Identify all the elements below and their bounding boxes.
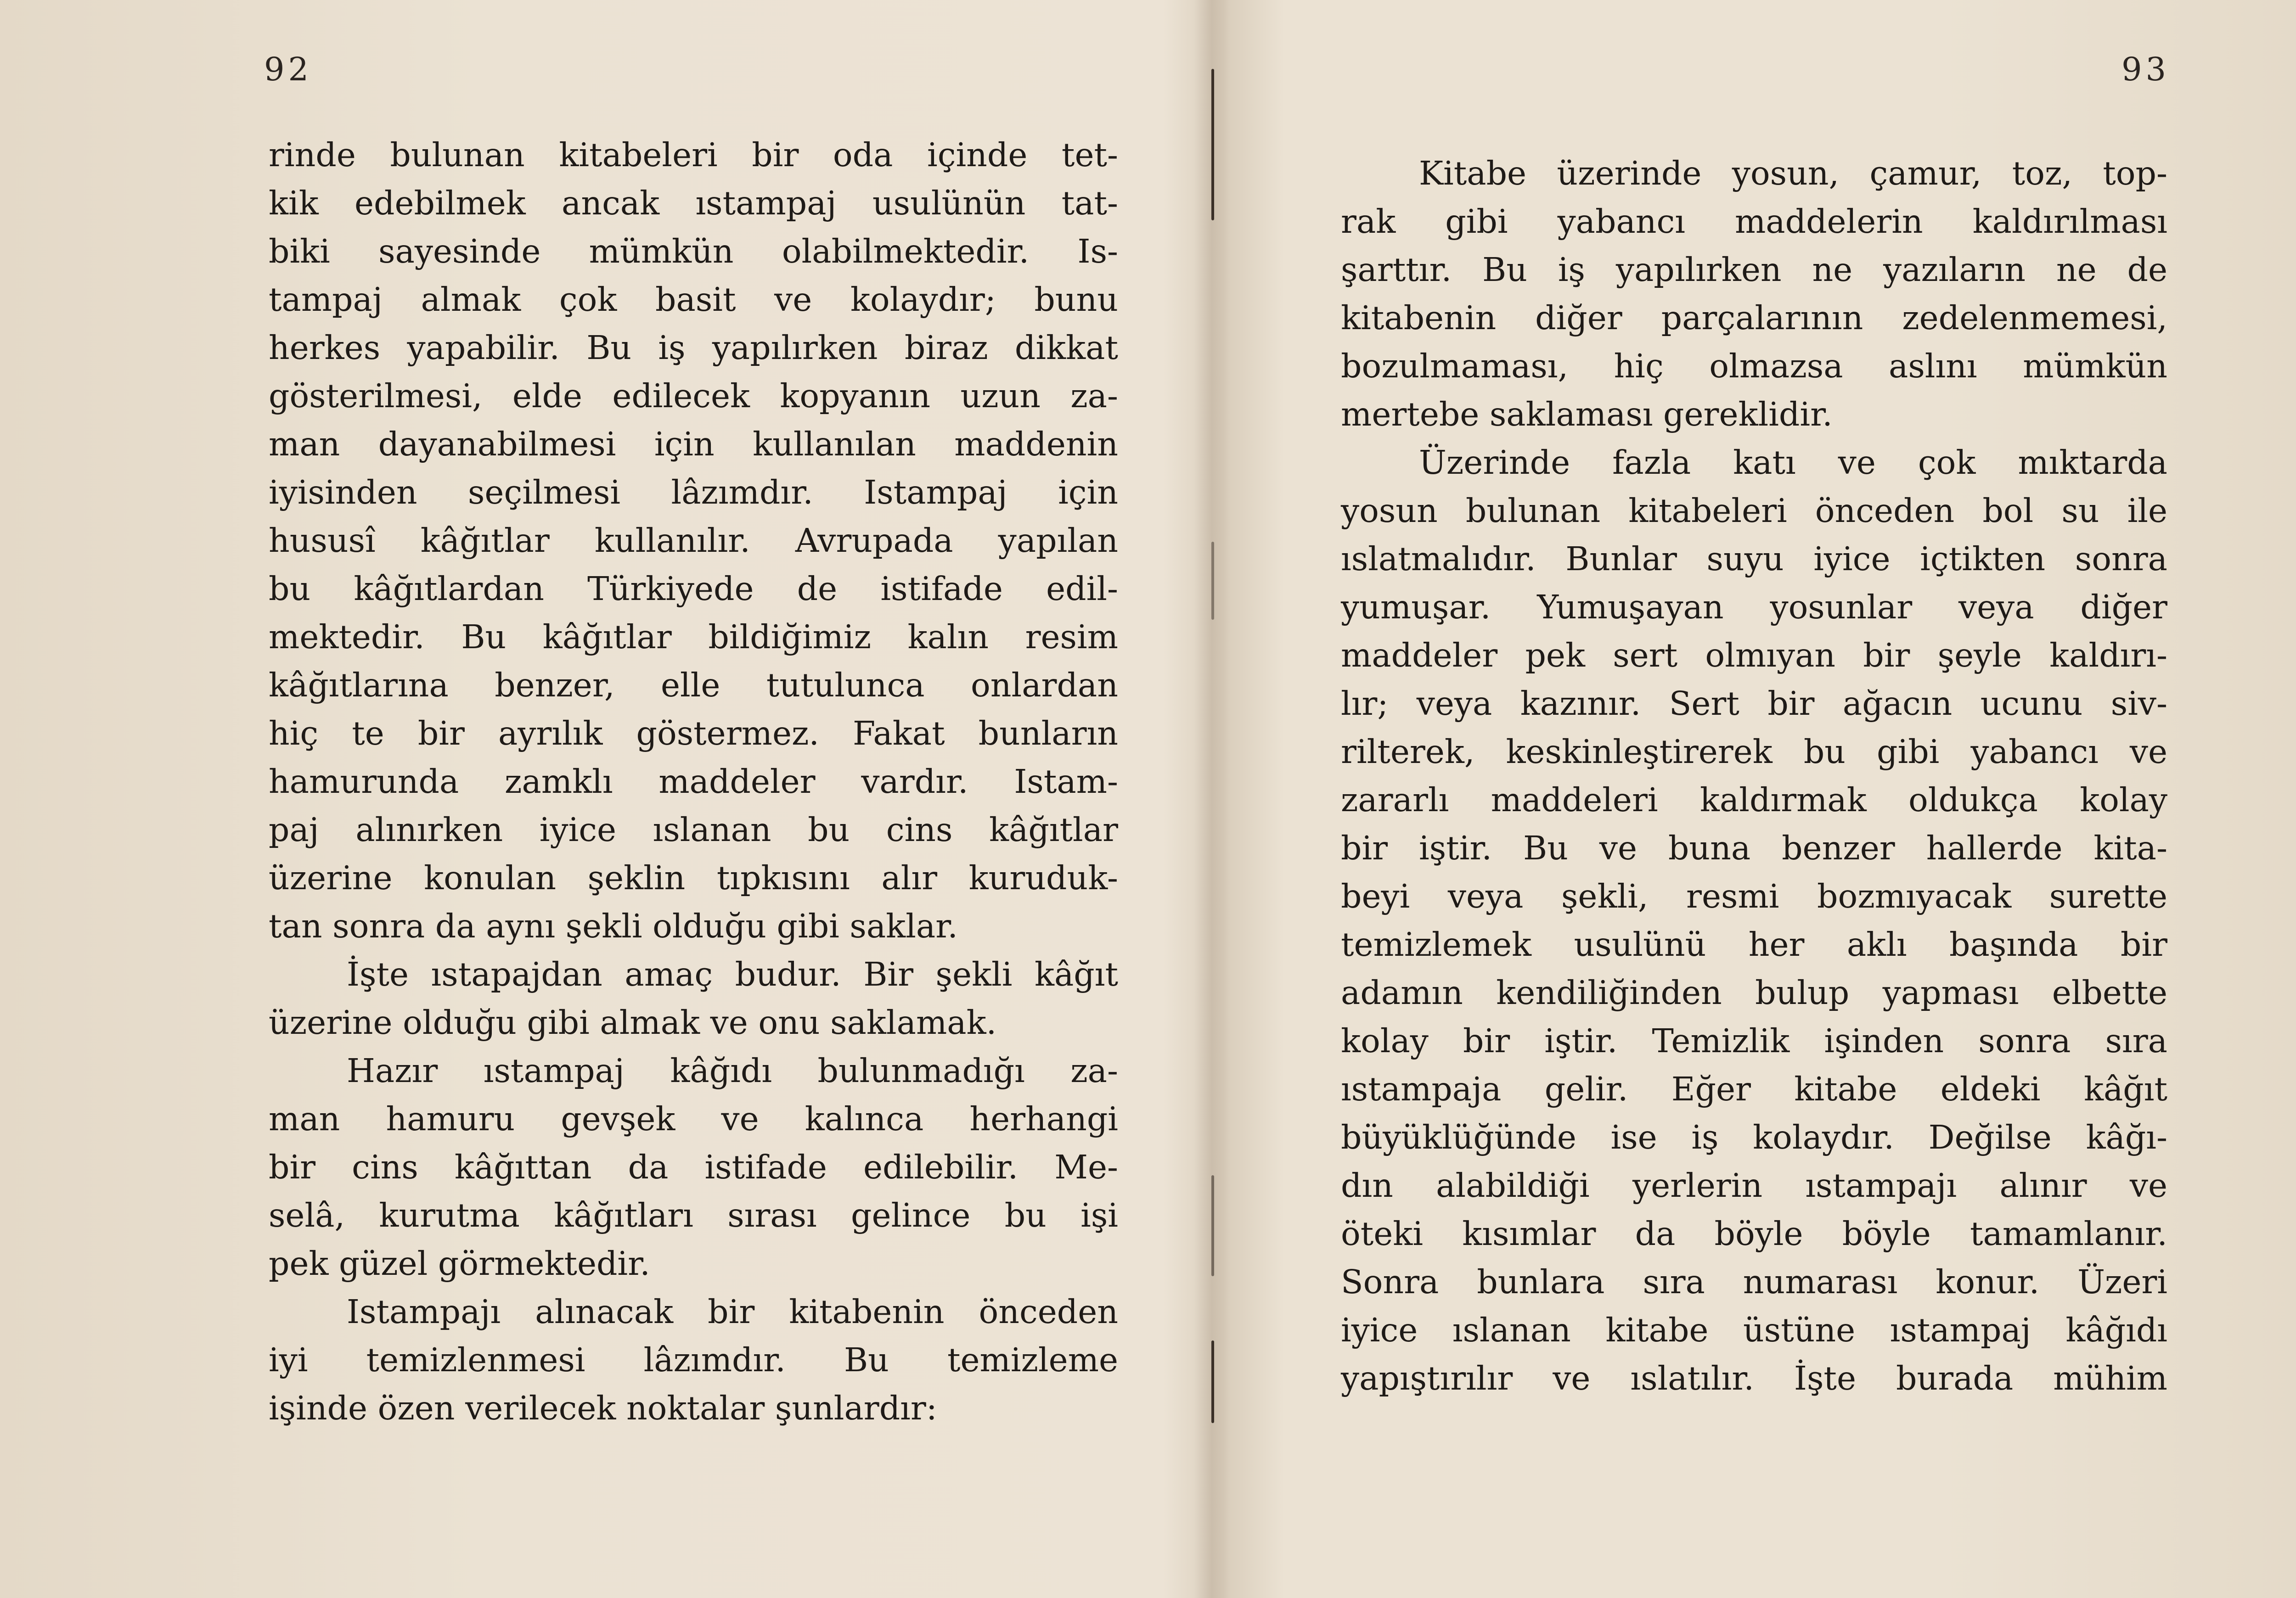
text-line: gösterilmesi, elde edilecek kopyanın uzun za- <box>269 377 1118 415</box>
text-line: Istampajı alınacak bir kitabenin önceden <box>347 1293 1118 1331</box>
gutter-shadow-line <box>1211 1340 1214 1423</box>
page-number: 92 <box>264 50 313 88</box>
text-line: bu kâğıtlardan Türkiyede de istifade edil- <box>269 570 1118 608</box>
text-line: Hazır ıstampaj kâğıdı bulunmadığı za- <box>347 1052 1118 1090</box>
text-line: hiç te bir ayrılık göstermez. Fakat bunların <box>269 714 1118 752</box>
text-line: Üzerinde fazla katı ve çok mıktarda <box>1419 443 2167 482</box>
text-line: dın alabildiği yerlerin ıstampajı alınır ve <box>1341 1166 2167 1205</box>
text-line: yosun bulunan kitabeleri önceden bol su ile <box>1341 492 2167 530</box>
text-line: ıslatmalıdır. Bunlar suyu iyice içtikten sonra <box>1341 540 2167 578</box>
text-line: rilterek, keskinleştirerek bu gibi yabancı ve <box>1341 733 2167 771</box>
text-line: adamın kendiliğinden bulup yapması elbette <box>1341 974 2167 1012</box>
text-line: büyüklüğünde ise iş kolaydır. Değilse kâğı- <box>1341 1118 2167 1156</box>
text-line: man hamuru gevşek ve kalınca herhangi <box>269 1100 1118 1138</box>
text-line: rak gibi yabancı maddelerin kaldırılması <box>1341 202 2167 241</box>
text-line: herkes yapabilir. Bu iş yapılırken biraz dikkat <box>269 329 1118 367</box>
text-line: hususî kâğıtlar kullanılır. Avrupada yapılan <box>269 521 1118 560</box>
text-line: Sonra bunlara sıra numarası konur. Üzeri <box>1341 1263 2167 1301</box>
text-line: yumuşar. Yumuşayan yosunlar veya diğer <box>1341 588 2167 626</box>
body-text <box>269 131 1118 1432</box>
text-line: lır; veya kazınır. Sert bir ağacın ucunu siv- <box>1341 684 2167 723</box>
text-line: şarttır. Bu iş yapılırken ne yazıların ne de <box>1341 251 2167 289</box>
text-line: beyi veya şekli, resmi bozmıyacak surette <box>1341 877 2167 915</box>
body-text <box>1341 149 2167 1402</box>
text-line: kolay bir iştir. Temizlik işinden sonra sıra <box>1341 1022 2167 1060</box>
text-line: öteki kısımlar da böyle böyle tamamlanır. <box>1341 1215 2167 1253</box>
text-line: üzerine olduğu gibi almak ve onu saklamak. <box>269 1004 997 1042</box>
text-line: işinde özen verilecek noktalar şunlardır: <box>269 1389 937 1427</box>
text-line: Kitabe üzerinde yosun, çamur, toz, top- <box>1419 154 2167 192</box>
text-line: iyice ıslanan kitabe üstüne ıstampaj kâğıdı <box>1341 1311 2167 1349</box>
text-line: bir cins kâğıttan da istifade edilebilir. Me- <box>269 1148 1118 1186</box>
text-line: iyi temizlenmesi lâzımdır. Bu temizleme <box>269 1341 1118 1379</box>
text-line: bozulmaması, hiç olmazsa aslını mümkün <box>1341 347 2167 385</box>
text-line: kitabenin diğer parçalarının zedelenmemesi, <box>1341 299 2167 337</box>
text-line: maddeler pek sert olmıyan bir şeyle kaldırı- <box>1341 636 2167 674</box>
text-line: kâğıtlarına benzer, elle tutulunca onlardan <box>269 666 1118 704</box>
gutter-shadow-line <box>1211 1175 1214 1276</box>
text-line: zararlı maddeleri kaldırmak oldukça kolay <box>1341 781 2167 819</box>
text-line: İşte ıstapajdan amaç budur. Bir şekli kâğıt <box>347 955 1118 993</box>
text-line: mektedir. Bu kâğıtlar bildiğimiz kalın resim <box>269 618 1118 656</box>
text-line: rinde bulunan kitabeleri bir oda içinde tet- <box>269 136 1118 174</box>
text-line: üzerine konulan şeklin tıpkısını alır kuruduk- <box>269 859 1118 897</box>
text-line: biki sayesinde mümkün olabilmektedir. Is- <box>269 232 1118 270</box>
text-line: ıstampaja gelir. Eğer kitabe eldeki kâğıt <box>1341 1070 2167 1108</box>
text-line: temizlemek usulünü her aklı başında bir <box>1341 925 2167 964</box>
text-line: yapıştırılır ve ıslatılır. İşte burada mühim <box>1341 1359 2167 1397</box>
gutter-shadow-line <box>1211 542 1214 620</box>
text-line: paj alınırken iyice ıslanan bu cins kâğıtlar <box>269 811 1118 849</box>
right-page <box>1221 0 2296 1598</box>
text-line: tan sonra da aynı şekli olduğu gibi saklar. <box>269 907 958 945</box>
text-line: iyisinden seçilmesi lâzımdır. Istampaj için <box>269 473 1118 511</box>
page-number: 93 <box>2122 50 2170 88</box>
gutter-shadow-line <box>1211 69 1214 220</box>
text-line: hamurunda zamklı maddeler vardır. Istam- <box>269 763 1118 801</box>
text-line: man dayanabilmesi için kullanılan maddenin <box>269 425 1118 463</box>
text-line: selâ, kurutma kâğıtları sırası gelince bu işi <box>269 1196 1118 1234</box>
text-line: mertebe saklaması gereklidir. <box>1341 395 1833 433</box>
text-line: tampaj almak çok basit ve kolaydır; bunu <box>269 280 1118 319</box>
text-line: bir iştir. Bu ve buna benzer hallerde kita- <box>1341 829 2167 867</box>
text-line: kik edebilmek ancak ıstampaj usulünün tat- <box>269 184 1118 222</box>
text-line: pek güzel görmektedir. <box>269 1245 650 1283</box>
